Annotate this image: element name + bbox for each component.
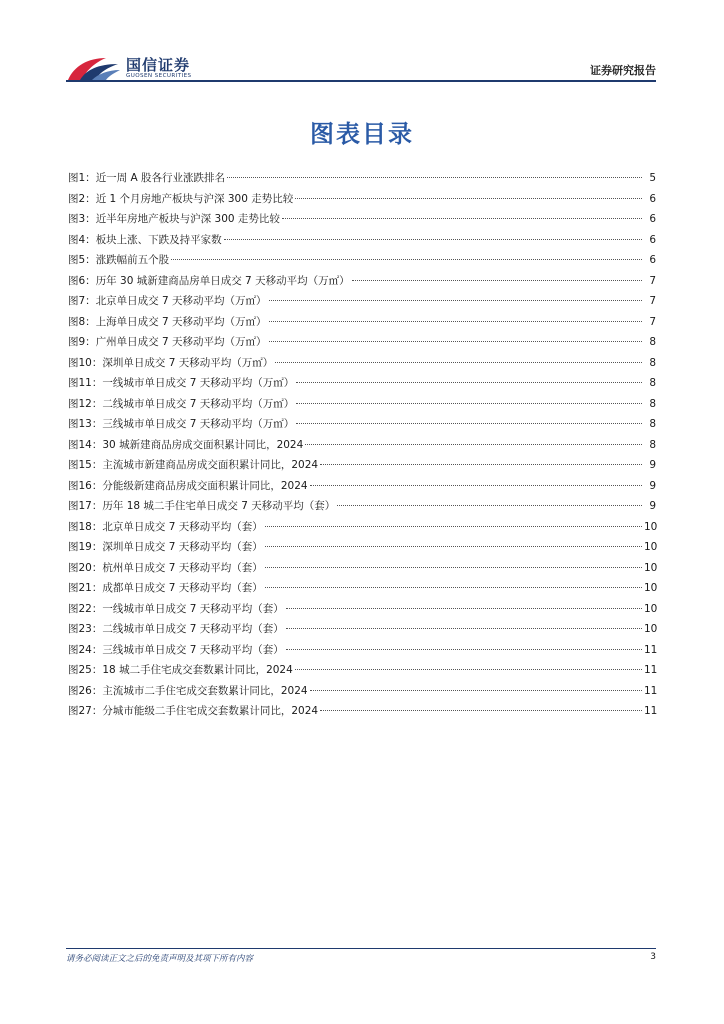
toc-entry-title: 历年 18 城二手住宅单日成交 7 天移动平均（套） (102, 500, 336, 512)
toc-entry-label: 图20： (68, 561, 103, 574)
toc-entry[interactable] (68, 414, 656, 435)
toc-entry-title: 18 城二手住宅成交套数累计同比，2024 (102, 664, 293, 676)
toc-entry-label: 图1： (68, 172, 96, 184)
toc-entry-page: 8 (649, 418, 656, 430)
toc-entry-title: 深圳单日成交 7 天移动平均（万㎡） (102, 356, 274, 369)
toc-entry[interactable] (68, 476, 656, 497)
toc-entry[interactable] (68, 681, 656, 702)
toc-entry-title: 涨跌幅前五个股 (95, 254, 170, 266)
toc-entry-page: 8 (649, 336, 656, 348)
toc-entry[interactable] (68, 517, 656, 538)
brand-name-en: GUOSEN SECURITIES (126, 73, 192, 79)
report-type-label: 证券研究报告 (590, 64, 656, 77)
toc-entry-page: 7 (649, 295, 656, 307)
toc-entry-label: 图25： (68, 664, 103, 676)
page-number: 3 (650, 952, 656, 962)
toc-entry-title: 三线城市单日成交 7 天移动平均（套） (102, 643, 284, 656)
toc-entry-label: 图2： (68, 192, 96, 205)
toc-entry-title: 二线城市单日成交 7 天移动平均（套） (102, 623, 284, 635)
toc-entry-label: 图24： (68, 643, 103, 656)
toc-entry[interactable] (68, 271, 656, 292)
toc-dot-leader (286, 628, 642, 629)
toc-entry-page: 10 (644, 623, 658, 635)
toc-entry-title: 北京单日成交 7 天移动平均（套） (102, 520, 263, 533)
toc-dot-leader (295, 198, 642, 199)
toc-entry-title: 30 城新建商品房成交面积累计同比，2024 (102, 438, 304, 451)
toc-dot-leader (352, 280, 642, 281)
toc-entry[interactable] (68, 578, 656, 599)
toc-entry[interactable] (68, 373, 656, 394)
toc-entry-page: 6 (649, 233, 656, 246)
toc-dot-leader (265, 526, 642, 527)
toc-entry-label: 图26： (68, 684, 103, 697)
toc-entry-page: 6 (649, 213, 656, 225)
toc-entry-page: 11 (644, 643, 658, 656)
toc-entry-page: 9 (649, 479, 656, 492)
toc-entry-page: 6 (649, 254, 656, 266)
toc-entry[interactable] (68, 455, 656, 476)
toc-dot-leader (296, 382, 642, 383)
toc-dot-leader (286, 608, 642, 609)
toc-entry-title: 近半年房地产板块与沪深 300 走势比较 (95, 213, 280, 225)
toc-entry-title: 北京单日成交 7 天移动平均（万㎡） (95, 295, 267, 307)
toc-dot-leader (310, 485, 642, 486)
toc-entry-label: 图21： (68, 582, 103, 594)
toc-entry[interactable] (68, 537, 656, 558)
toc-entry[interactable] (68, 332, 656, 353)
toc-entry-label: 图8： (68, 315, 96, 328)
toc-entry-label: 图19： (68, 541, 103, 553)
toc-dot-leader (265, 587, 642, 588)
toc-dot-leader (269, 300, 642, 301)
brand-name-cn: 国信证券 (126, 56, 191, 74)
toc-dot-leader (269, 341, 642, 342)
toc-entry-title: 一线城市单日成交 7 天移动平均（万㎡） (102, 377, 295, 389)
toc-entry[interactable] (68, 189, 656, 210)
toc-entry[interactable] (68, 209, 656, 230)
toc-entry[interactable] (68, 599, 656, 620)
toc-entry-page: 6 (649, 192, 656, 205)
toc-dot-leader (295, 669, 642, 670)
toc-entry-title: 分能级新建商品房成交面积累计同比，2024 (102, 479, 308, 492)
toc-entry-label: 图14： (68, 438, 103, 451)
toc-entry-page: 7 (649, 315, 656, 328)
toc-entry-title: 成都单日成交 7 天移动平均（套） (102, 582, 263, 594)
toc-entry-label: 图15： (68, 459, 103, 471)
toc-dot-leader (269, 321, 642, 322)
toc-entry-title: 近一周 A 股各行业涨跌排名 (95, 172, 226, 184)
toc-entry-page: 8 (649, 397, 656, 410)
toc-entry-page: 9 (649, 500, 656, 512)
toc-entry[interactable] (68, 394, 656, 415)
toc-dot-leader (296, 423, 642, 424)
guosen-logo (66, 48, 206, 88)
toc-dot-leader (296, 403, 642, 404)
toc-entry-page: 8 (649, 377, 656, 389)
toc-entry-label: 图12： (68, 397, 103, 410)
toc-entry-page: 10 (644, 520, 658, 533)
toc-entry-page: 10 (644, 561, 658, 574)
toc-entry-label: 图10： (68, 356, 103, 369)
toc-entry-title: 上海单日成交 7 天移动平均（万㎡） (95, 315, 267, 328)
disclaimer-note: 请务必阅读正文之后的免责声明及其项下所有内容 (66, 954, 254, 964)
toc-dot-leader (227, 177, 642, 178)
toc-dot-leader (320, 710, 642, 711)
toc-entry-page: 5 (649, 172, 656, 184)
toc-entry-title: 板块上涨、下跌及持平家数 (95, 233, 222, 246)
toc-entry-label: 图17： (68, 500, 103, 512)
toc-dot-leader (171, 259, 642, 260)
toc-entry-label: 图6： (68, 274, 96, 287)
page-header (66, 48, 656, 88)
toc-entry-title: 分城市能级二手住宅成交套数累计同比，2024 (102, 705, 319, 717)
figure-toc-list (68, 168, 656, 722)
toc-entry-page: 11 (644, 664, 658, 676)
toc-entry-page: 8 (649, 438, 656, 451)
toc-dot-leader (337, 505, 642, 506)
footer-divider (66, 948, 656, 949)
toc-heading: 图表目录 (310, 120, 414, 148)
toc-dot-leader (286, 649, 642, 650)
toc-entry[interactable] (68, 291, 656, 312)
toc-entry-page: 9 (649, 459, 656, 471)
toc-entry[interactable] (68, 558, 656, 579)
toc-entry-title: 二线城市单日成交 7 天移动平均（万㎡） (102, 397, 295, 410)
toc-entry-page: 8 (649, 356, 656, 369)
toc-dot-leader (275, 362, 642, 363)
toc-dot-leader (310, 690, 642, 691)
toc-entry-title: 历年 30 城新建商品房单日成交 7 天移动平均（万㎡） (95, 274, 350, 287)
toc-entry-title: 近 1 个月房地产板块与沪深 300 走势比较 (95, 192, 294, 205)
toc-entry-label: 图9： (68, 336, 96, 348)
toc-entry[interactable] (68, 640, 656, 661)
toc-entry-label: 图7： (68, 295, 96, 307)
toc-entry-page: 10 (644, 541, 658, 553)
header-divider (66, 80, 656, 82)
toc-entry-label: 图23： (68, 623, 103, 635)
toc-entry-title: 深圳单日成交 7 天移动平均（套） (102, 541, 263, 553)
toc-entry-label: 图11： (68, 377, 103, 389)
toc-entry-page: 11 (644, 705, 658, 717)
toc-entry-label: 图13： (68, 418, 103, 430)
toc-entry-label: 图27： (68, 705, 103, 717)
toc-entry[interactable] (68, 168, 656, 189)
toc-entry[interactable] (68, 496, 656, 517)
toc-entry-label: 图5： (68, 254, 96, 266)
toc-entry[interactable] (68, 230, 656, 251)
toc-entry[interactable] (68, 701, 656, 722)
toc-dot-leader (320, 464, 642, 465)
toc-entry-label: 图22： (68, 602, 103, 615)
toc-entry-title: 杭州单日成交 7 天移动平均（套） (102, 561, 263, 574)
toc-dot-leader (305, 444, 642, 445)
toc-entry-label: 图16： (68, 479, 103, 492)
toc-entry-page: 7 (649, 274, 656, 287)
toc-entry-page: 11 (644, 684, 658, 697)
toc-entry[interactable] (68, 619, 656, 640)
toc-entry-label: 图3： (68, 213, 96, 225)
toc-entry-label: 图4： (68, 233, 96, 246)
toc-entry-title: 主流城市新建商品房成交面积累计同比，2024 (102, 459, 319, 471)
toc-dot-leader (282, 218, 642, 219)
toc-entry-title: 一线城市单日成交 7 天移动平均（套） (102, 602, 284, 615)
toc-entry-title: 三线城市单日成交 7 天移动平均（万㎡） (102, 418, 295, 430)
toc-dot-leader (224, 239, 642, 240)
toc-entry[interactable] (68, 250, 656, 271)
toc-entry-page: 10 (644, 582, 658, 594)
toc-entry[interactable] (68, 435, 656, 456)
toc-entry-page: 10 (644, 602, 658, 615)
toc-dot-leader (265, 546, 642, 547)
toc-entry[interactable] (68, 353, 656, 374)
toc-entry-label: 图18： (68, 520, 103, 533)
toc-entry[interactable] (68, 660, 656, 681)
toc-dot-leader (265, 567, 642, 568)
toc-entry-title: 主流城市二手住宅成交套数累计同比，2024 (102, 684, 308, 697)
toc-entry-title: 广州单日成交 7 天移动平均（万㎡） (95, 336, 267, 348)
toc-entry[interactable] (68, 312, 656, 333)
